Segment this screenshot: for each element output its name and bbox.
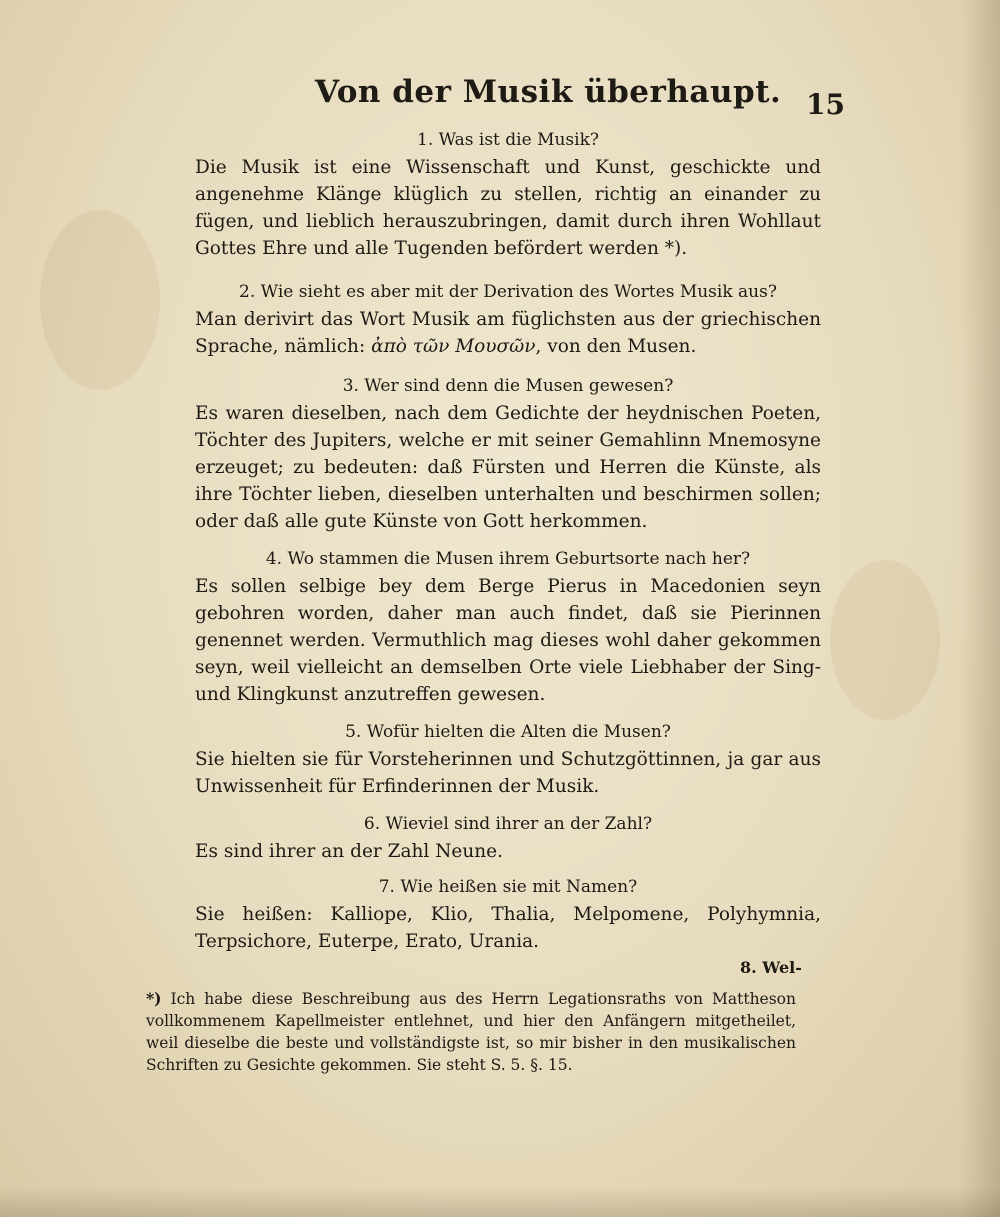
- answer-6: Es sind ihrer an der Zahl Neune.: [195, 841, 504, 862]
- page-header: [180, 74, 840, 120]
- page-bottom-shadow: [0, 1187, 1000, 1217]
- answer-2-ending: , von den Musen.: [535, 336, 697, 357]
- question-7: 7. Wie heißen sie mit Namen?: [378, 877, 638, 897]
- running-title: Von der Musik überhaupt.: [315, 74, 782, 110]
- answer-2: [195, 306, 821, 360]
- page-edge-shadow: [960, 0, 1000, 1217]
- question-3: 3. Wer sind denn die Musen gewesen?: [342, 376, 674, 396]
- body-text: [195, 128, 821, 955]
- footnote-marker: *): [146, 989, 162, 1008]
- question-4: 4. Wo stammen die Musen ihrem Geburtsorte nach her?: [265, 549, 751, 569]
- paper-stain: [40, 210, 160, 390]
- answer-2-text: Man derivirt das Wort Musik am füglichsten aus der griechischen Sprache, nämlich:: [195, 309, 821, 357]
- footnote-text: Ich habe diese Beschreibung aus des Herrn Legationsraths von Mattheson vollkommenem Kapellmeister entlehnet, und hier den Anfängern mitgetheilet, weil dieselbe die beste und vollständigste ist, so mir bisher in den musikalischen Schriften zu Gesichte gekommen. Sie steht S. 5. §. 15.: [146, 990, 796, 1074]
- footnote: [146, 988, 796, 1076]
- catchword: 8. Wel-: [740, 958, 802, 977]
- paper-stain: [830, 560, 940, 720]
- page-number: 15: [806, 88, 845, 121]
- answer-4: Es sollen selbige bey dem Berge Pierus in Macedonien seyn gebohren worden, daher man auch findet, daß sie Pierinnen genennet werden. Vermuthlich mag dieses wohl daher gekommen seyn, weil vielleicht an demselben Orte viele Liebhaber der Sing- und Klingkunst anzutreffen gewesen.: [195, 576, 821, 705]
- question-5: 5. Wofür hielten die Alten die Musen?: [345, 722, 671, 742]
- question-1: 1. Was ist die Musik?: [417, 130, 599, 150]
- answer-5: Sie hielten sie für Vorsteherinnen und Schutzgöttinnen, ja gar aus Unwissenheit für Erfinderinnen der Musik.: [195, 749, 821, 797]
- answer-1: Die Musik ist eine Wissenschaft und Kunst, geschickte und angenehme Klänge klüglich zu stellen, richtig an einander zu fügen, und lieblich herauszubringen, damit durch ihren Wohllaut Gottes Ehre und alle Tugenden befördert werden *).: [195, 157, 821, 259]
- greek-phrase: ἀπὸ τῶν Μουσῶν: [371, 336, 536, 357]
- answer-3: Es waren dieselben, nach dem Gedichte der heydnischen Poeten, Töchter des Jupiters, welche er mit seiner Gemahlinn Mnemosyne erzeuget; zu bedeuten: daß Fürsten und Herren die Künste, als ihre Töchter lieben, dieselben unterhalten und beschirmen sollen; oder daß alle gute Künste von Gott herkommen.: [195, 403, 821, 532]
- answer-7: Sie heißen: Kalliope, Klio, Thalia, Melpomene, Polyhymnia, Terpsichore, Euterpe, Erato, Urania.: [195, 904, 821, 952]
- question-6: 6. Wieviel sind ihrer an der Zahl?: [363, 814, 653, 834]
- question-2: 2. Wie sieht es aber mit der Derivation des Wortes Musik aus?: [239, 282, 777, 302]
